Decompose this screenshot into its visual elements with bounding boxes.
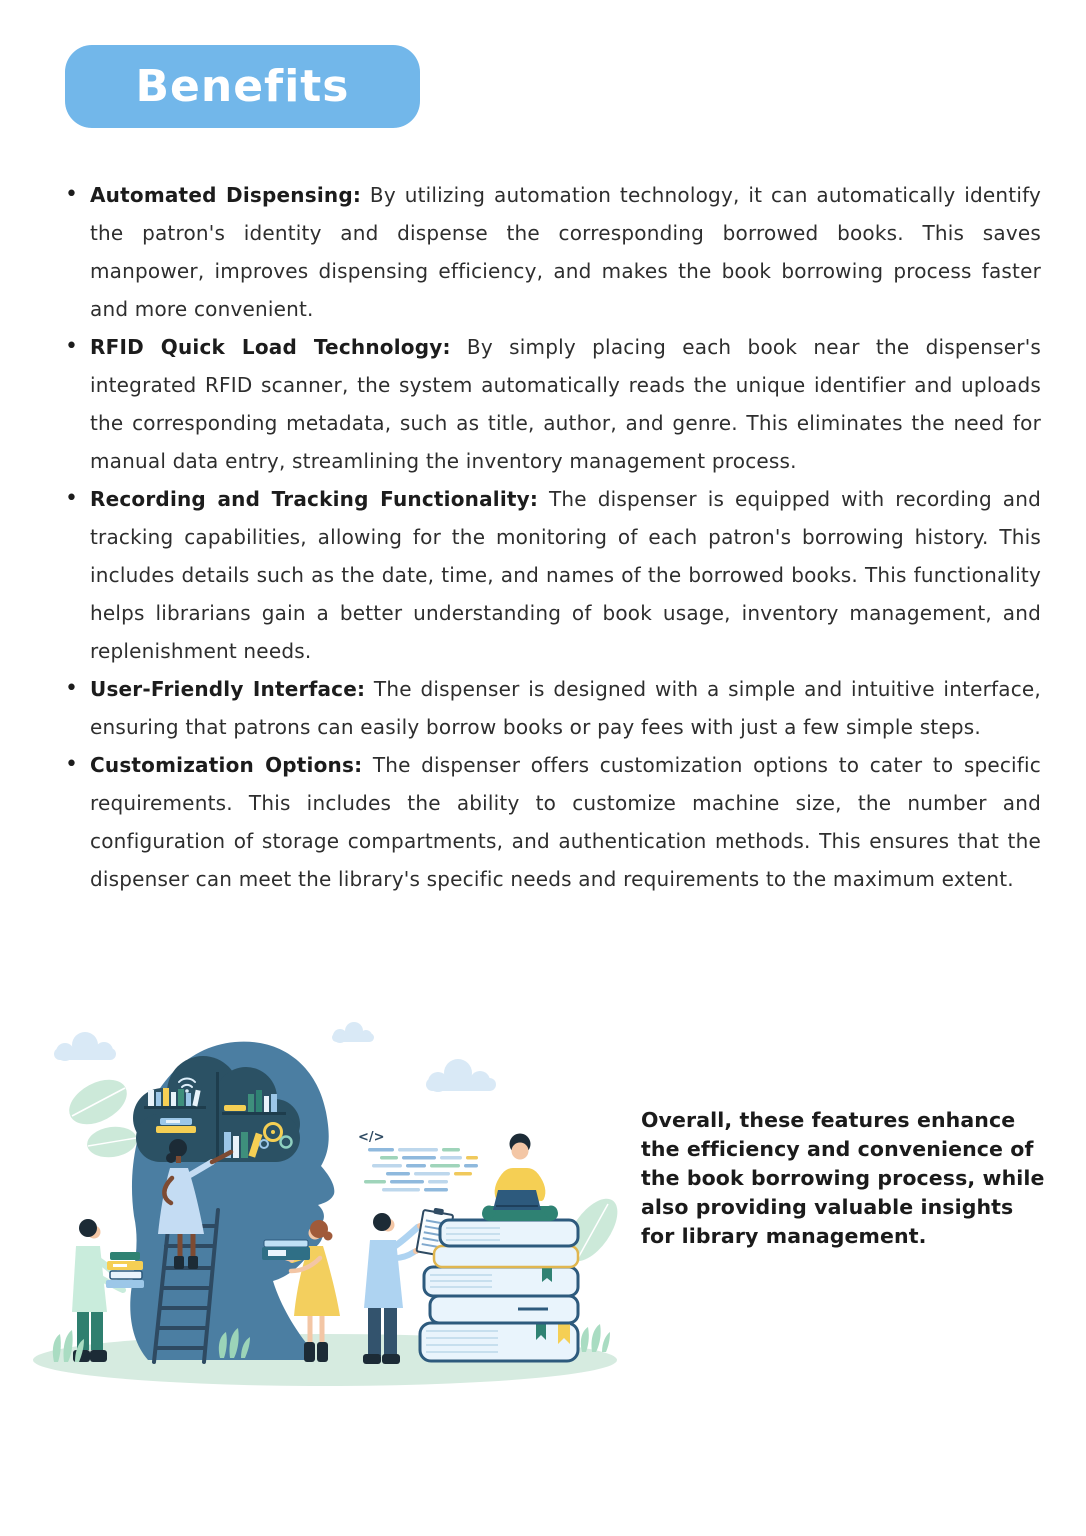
- benefit-title: Customization Options:: [90, 753, 363, 777]
- benefit-text: The dispenser is equipped with recording and tracking capabilities, allowing for the monitoring of each patron's borrowing history. This includes details such as the date, time, and names of the borrowed books. This functionality helps librarians gain a better understanding of book usage, inventory management, and replenishment needs.: [90, 487, 1042, 663]
- list-item: [63, 176, 1041, 328]
- benefit-text: By simply placing each book near the dispenser's integrated RFID scanner, the system automatically reads the unique identifier and uploads the corresponding metadata, such as title, author, and genre. This eliminates the need for manual data entry, streamlining the inventory management process.: [90, 335, 1042, 473]
- library-illustration: [30, 1020, 630, 1410]
- benefit-title: RFID Quick Load Technology:: [90, 335, 451, 359]
- benefits-list: [63, 176, 1041, 898]
- list-item: [63, 746, 1041, 898]
- held-books: [106, 1252, 144, 1288]
- benefit-title: Recording and Tracking Functionality:: [90, 487, 539, 511]
- person-on-books: [482, 1134, 558, 1222]
- held-book: [262, 1240, 310, 1260]
- summary-paragraph: Overall, these features enhance the efficiency and convenience of the book borrowing process, while also providing valuable insights for library management.: [641, 1108, 1045, 1248]
- page-title: Benefits: [135, 61, 350, 112]
- benefit-text: The dispenser is designed with a simple and intuitive interface, ensuring that patrons can easily borrow books or pay fees with just a few simple steps.: [90, 677, 1041, 739]
- code-snippet: [358, 1130, 478, 1192]
- list-item: [63, 328, 1041, 480]
- benefit-text: By utilizing automation technology, it can automatically identify the patron's identity and dispense the corresponding borrowed books. This saves manpower, improves dispensing efficiency, and makes the book borrowing process faster and more convenient.: [90, 183, 1041, 321]
- benefit-text: The dispenser offers customization options to cater to specific requirements. This includes the ability to customize machine size, the number and configuration of storage compartments, and authentication methods. This ensures that the dispenser can meet the library's specific needs and requirements to the maximum extent.: [90, 753, 1041, 891]
- leaf: [62, 1071, 139, 1161]
- benefit-title: Automated Dispensing:: [90, 183, 362, 207]
- benefits-badge: [65, 45, 420, 128]
- cloud-icon: [54, 1032, 116, 1061]
- list-item: [63, 670, 1041, 746]
- illustration-svg: [30, 1020, 630, 1410]
- code-icon: </>: [358, 1130, 385, 1145]
- cloud-icon: [426, 1059, 496, 1092]
- benefit-title: User-Friendly Interface:: [90, 677, 366, 701]
- list-item: [63, 480, 1041, 670]
- code-lines: [364, 1148, 478, 1192]
- cloud-icon: [332, 1022, 374, 1043]
- book-stack: [420, 1220, 578, 1361]
- grass: [581, 1324, 610, 1352]
